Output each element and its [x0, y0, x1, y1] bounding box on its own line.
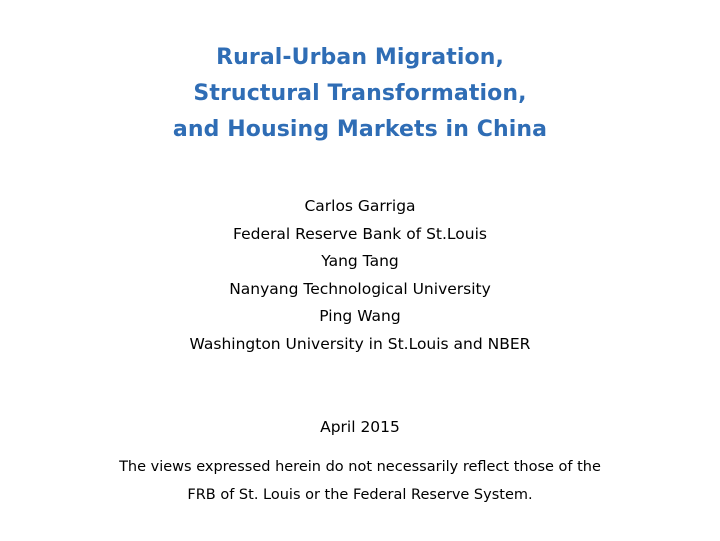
author-name-tang: Yang Tang — [321, 252, 399, 270]
author-affiliation-garriga: Federal Reserve Bank of St.Louis — [233, 224, 487, 243]
presentation-date: April 2015 — [320, 418, 400, 436]
author-name-wang: Ping Wang — [319, 307, 401, 325]
title-line-3: and Housing Markets in China — [172, 117, 548, 142]
title-line-1: Rural-Urban Migration, — [216, 45, 504, 70]
disclaimer-line-1: The views expressed herein do not necessarily reflect those of the — [119, 459, 601, 475]
author-affiliation-tang: Nanyang Technological University — [229, 279, 491, 298]
author-name-garriga: Carlos Garriga — [304, 197, 416, 215]
title-line-2: Structural Transformation, — [193, 81, 527, 106]
author-list — [0, 193, 720, 358]
disclaimer-line-2: FRB of St. Louis or the Federal Reserve System. — [187, 487, 533, 503]
author-affiliation-wang: Washington University in St.Louis and NBER — [189, 334, 531, 353]
presentation-title — [0, 40, 720, 148]
disclaimer — [0, 453, 720, 509]
